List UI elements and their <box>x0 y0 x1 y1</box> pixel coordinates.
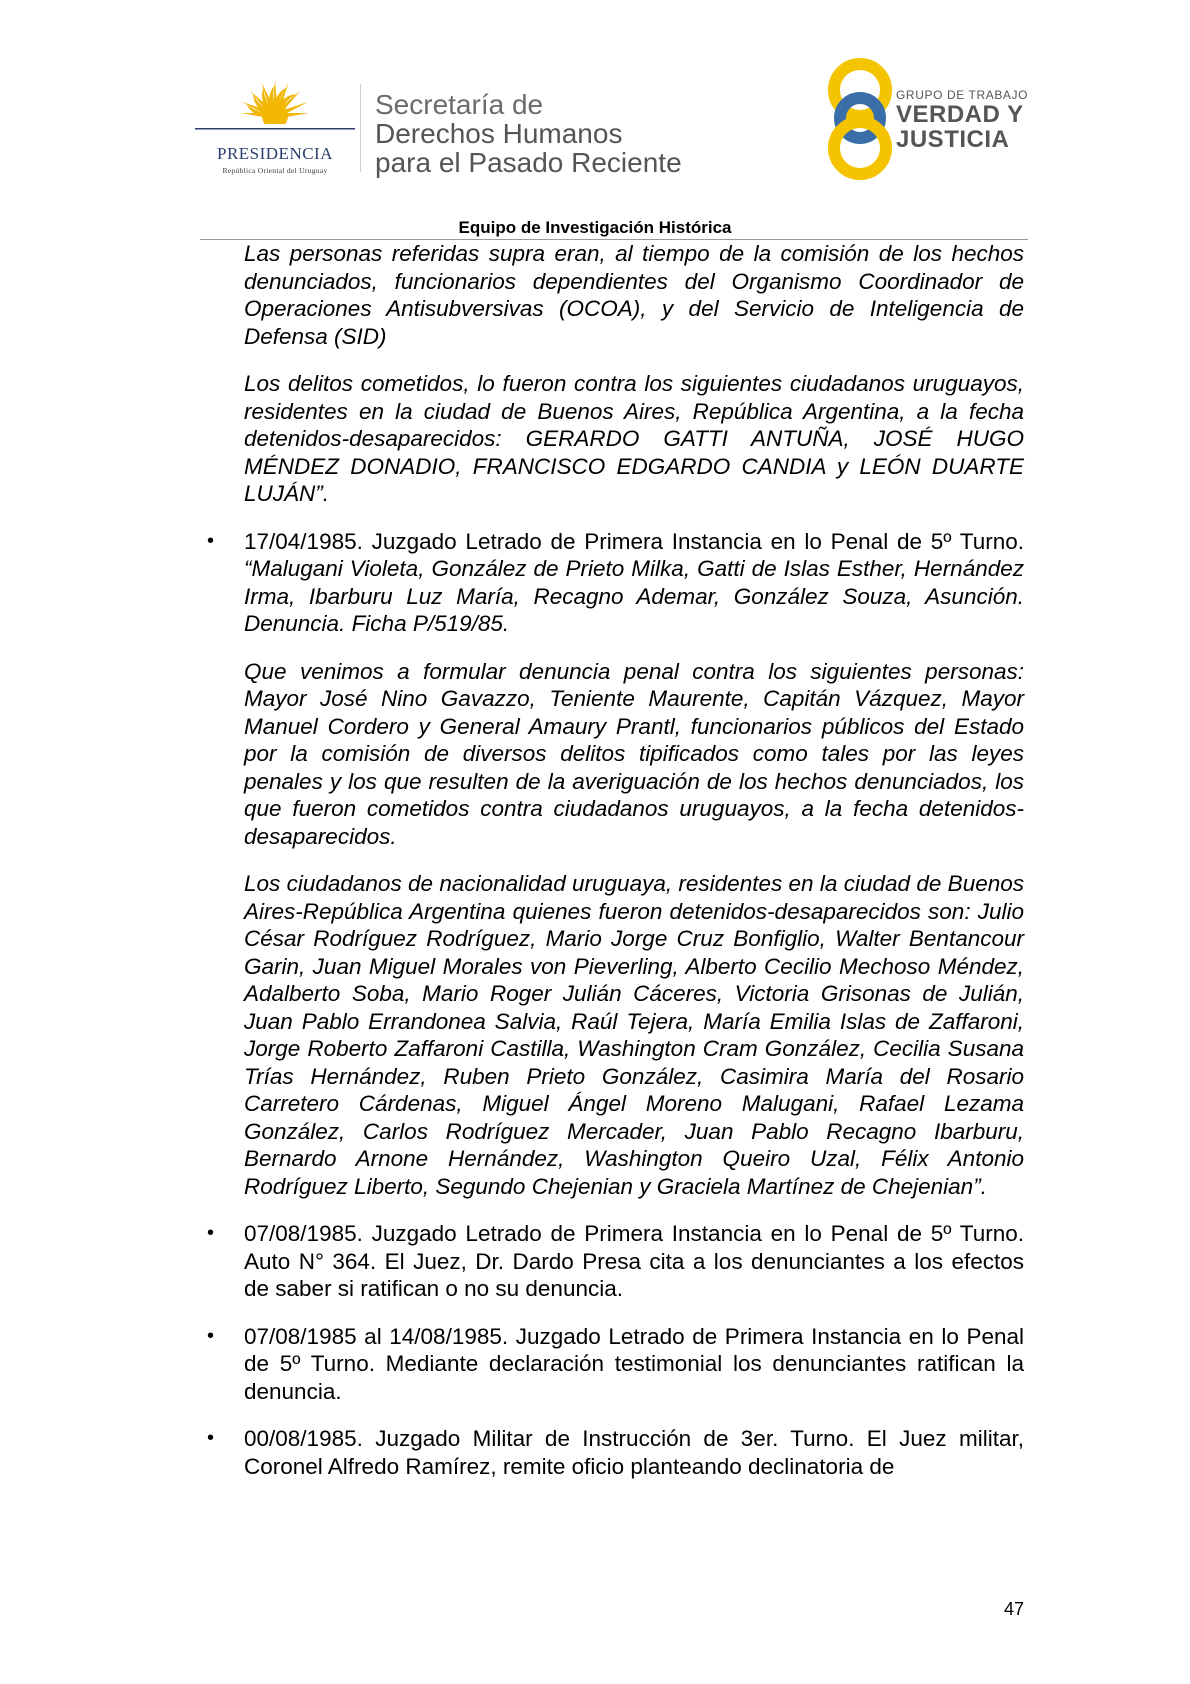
bullet-icon: • <box>207 1324 215 1347</box>
secretaria-title <box>375 90 682 177</box>
paragraph-personas: Las personas referidas supra eran, al tiempo de la comisión de los hechos denunciados, funcionarios dependientes del Organismo Coordinador de Operaciones Antisubversivas (OCOA), y del Servicio de Inteligencia de Defensa (SID) <box>244 241 1024 349</box>
presidencia-logo <box>195 78 355 178</box>
paragraph-delitos: Los delitos cometidos, lo fueron contra los siguientes ciudadanos uruguayos, residentes en la ciudad de Buenos Aires, República Argentina, a la fecha detenidos-desaparecidos: GERARDO GATTI ANTUÑA, JOSÉ HUGO MÉNDEZ DONADIO, FRANCISCO EDGARDO CANDIA y LEÓN DUARTE LUJÁN”. <box>244 371 1024 506</box>
entry-quote: “Malugani Violeta, González de Prieto Milka, Gatti de Islas Esther, Hernández Irma, Ibarburu Luz María, Recagno Ademar, González Souza, Asunción. Denuncia. Ficha P/519/85. <box>244 556 1024 636</box>
secretaria-line-1: Secretaría de <box>375 89 544 120</box>
entry-text: 07/08/1985. Juzgado Letrado de Primera Instancia en lo Penal de 5º Turno. Auto N° 364. El Juez, Dr. Dardo Presa cita a los denunciantes a los efectos de saber si ratifican o no su denuncia. <box>244 1221 1024 1301</box>
logo-divider <box>360 84 361 172</box>
grupo-line-2: VERDAD Y <box>896 101 1024 128</box>
page-number: 47 <box>1004 1599 1025 1619</box>
entry-heading: 17/04/1985. Juzgado Letrado de Primera Instancia en lo Penal de 5º Turno. <box>244 528 1024 554</box>
list-item-07-08-1985-al-14-08-1985 <box>207 1323 1024 1406</box>
team-title: Equipo de Investigación Histórica <box>458 218 732 237</box>
list-item-17-04-1985 <box>207 528 1024 638</box>
list-item-07-08-1985 <box>207 1220 1024 1303</box>
grupo-line-1: GRUPO DE TRABAJO <box>896 88 1029 102</box>
presidencia-name: PRESIDENCIA <box>216 144 333 163</box>
grupo-line-3: JUSTICIA <box>896 126 1010 153</box>
bullet-icon: • <box>207 1222 215 1244</box>
secretaria-line-2: Derechos Humanos <box>375 118 623 149</box>
paragraph-denuncia: Que venimos a formular denuncia penal contra los siguientes personas: Mayor José Nino Gavazzo, Teniente Maurente, Capitán Vázquez, Mayor Manuel Cordero y General Amaury Prantl, funcionarios públicos del Estado por la comisión de diversos delitos tipificados como tales por las leyes penales y los que resulten de la averiguación de los hechos denunciados, los que fueron cometidos contra ciudadanos uruguayos, a la fecha detenidos-desaparecidos. <box>244 658 1024 849</box>
bullet-icon: • <box>207 1427 215 1449</box>
presidencia-subtitle: República Oriental del Uruguay <box>222 166 328 175</box>
page-header <box>0 0 1190 237</box>
document-body <box>207 240 1024 1500</box>
paragraph-ciudadanos: Los ciudadanos de nacionalidad uruguaya, residentes en la ciudad de Buenos Aires-República Argentina quienes fueron detenidos-desaparecidos son: Julio César Rodríguez Rodríguez, Mario Jorge Cruz Bonfiglio, Walter Bentancour Garin, Juan Miguel Morales von Pieverling, Alberto Cecilio Mechoso Méndez, Adalberto Soba, Mario Roger Julián Cáceres, Victoria Grisonas de Julián, Juan Pablo Errandonea Salvia, Raúl Tejera, María Emilia Islas de Zaffaroni, Jorge Roberto Zaffaroni Castilla, Washington Cram González, Cecilia Susana Trías Hernández, Ruben Prieto González, Casimira María del Rosario Carretero Cárdenas, Miguel Ángel Moreno Malugani, Rafael Lezama González, Carlos Rodríguez Mercader, Juan Pablo Recagno Ibarburu, Bernardo Arnone Hernández, Washington Queiro Uzal, Félix Antonio Rodríguez Liberto, Segundo Chejenian y Graciela Martínez de Chejenian”. <box>244 871 1024 1199</box>
sun-emblem-icon <box>195 76 355 146</box>
bullet-icon: • <box>207 529 215 552</box>
list-item-00-08-1985 <box>207 1425 1024 1480</box>
entry-text: 00/08/1985. Juzgado Militar de Instrucción de 3er. Turno. El Juez militar, Coronel Alfredo Ramírez, remite oficio planteando declinatoria de <box>244 1426 1024 1479</box>
interlocked-rings-icon <box>820 56 900 180</box>
grupo-trabajo-text <box>896 88 1028 152</box>
secretaria-line-3: para el Pasado Reciente <box>375 147 682 178</box>
grupo-trabajo-logo <box>820 56 900 180</box>
entry-text: 07/08/1985 al 14/08/1985. Juzgado Letrado de Primera Instancia en lo Penal de 5º Turno. Mediante declaración testimonial los denunciantes ratifican la denuncia. <box>244 1323 1024 1404</box>
